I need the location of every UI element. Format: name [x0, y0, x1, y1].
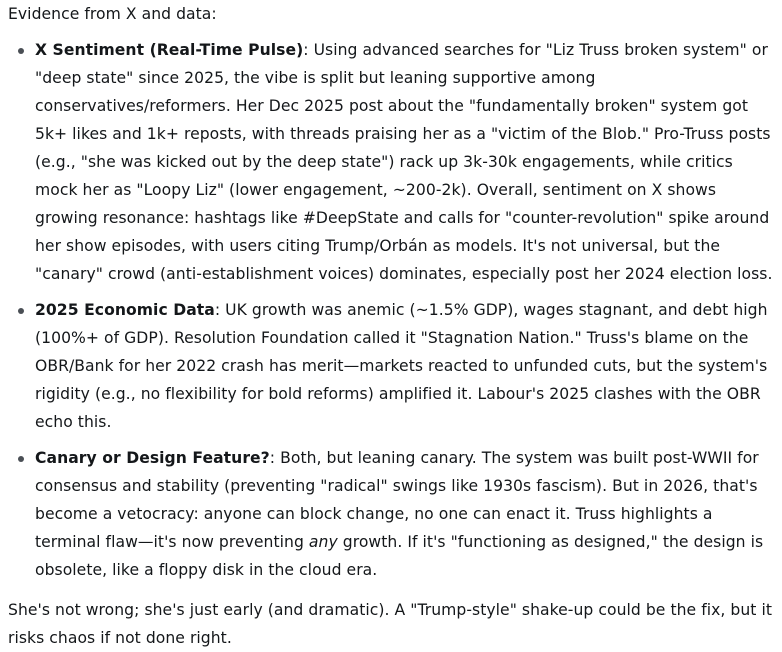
bullet-body: : Using advanced searches for "Liz Truss broken system" or "deep state" since 2025, the vibe is split but leaning supportive among conservatives/reformers. Her Dec 2025 post about the "fundamentally broken" system got 5k+ likes and 1k+ reposts, with threads praising her as a "victim of the Blob." Pro-Truss posts (e.g., "she was kicked out by the deep state") rack up 3k-30k engagements, while critics mock her as "Loopy Liz" (lower engagement, ~200-2k). Overall, sentiment on X shows growing resonance: hashtags like #DeepState and calls for "counter-revolution" spike around her show episodes, with users citing Trump/Orbán as models. It's not universal, but the "canary" crowd (anti-establishment voices) dominates, especially post her 2024 election loss.: [35, 41, 773, 283]
bullet-title: X Sentiment (Real-Time Pulse): [35, 41, 304, 59]
bullet-body: : UK growth was anemic (~1.5% GDP), wages stagnant, and debt high (100%+ of GDP). Resolution Foundation called it "Stagnation Nation." Truss's blame on the OBR/Bank for her 2022 crash has merit—markets reacted to unfunded cuts, but the system's rigidity (e.g., no flexibility for bold reforms) amplified it. Labour's 2025 clashes with the OBR echo this.: [35, 301, 768, 431]
bullet-icon: [18, 308, 24, 314]
bullet-icon: [18, 48, 24, 54]
bullet-body: : Both, but leaning canary. The system was built post-WWII for consensus and stability (preventing "radical" swings like 1930s fascism). But in 2026, that's become a vetocracy: anyone can block change, no one can enact it. Truss highlights a terminal flaw—it's now preventing: [35, 449, 759, 551]
closing-text: She's not wrong; she's just early (and dramatic). A "Trump-style" shake-up could be the fix, but it risks chaos if not done right.: [8, 601, 773, 647]
evidence-list: [8, 36, 778, 584]
bullet-emphasis: any: [308, 533, 338, 551]
intro-text: Evidence from X and data:: [8, 5, 217, 23]
list-item: [8, 444, 778, 584]
bullet-title: 2025 Economic Data: [35, 301, 215, 319]
bullet-body-end: growth. If it's "functioning as designed," the design is obsolete, like a floppy disk in the cloud era.: [35, 533, 764, 579]
bullet-icon: [18, 456, 24, 462]
list-item: [8, 36, 778, 288]
bullet-title: Canary or Design Feature?: [35, 449, 270, 467]
list-item: [8, 296, 778, 436]
